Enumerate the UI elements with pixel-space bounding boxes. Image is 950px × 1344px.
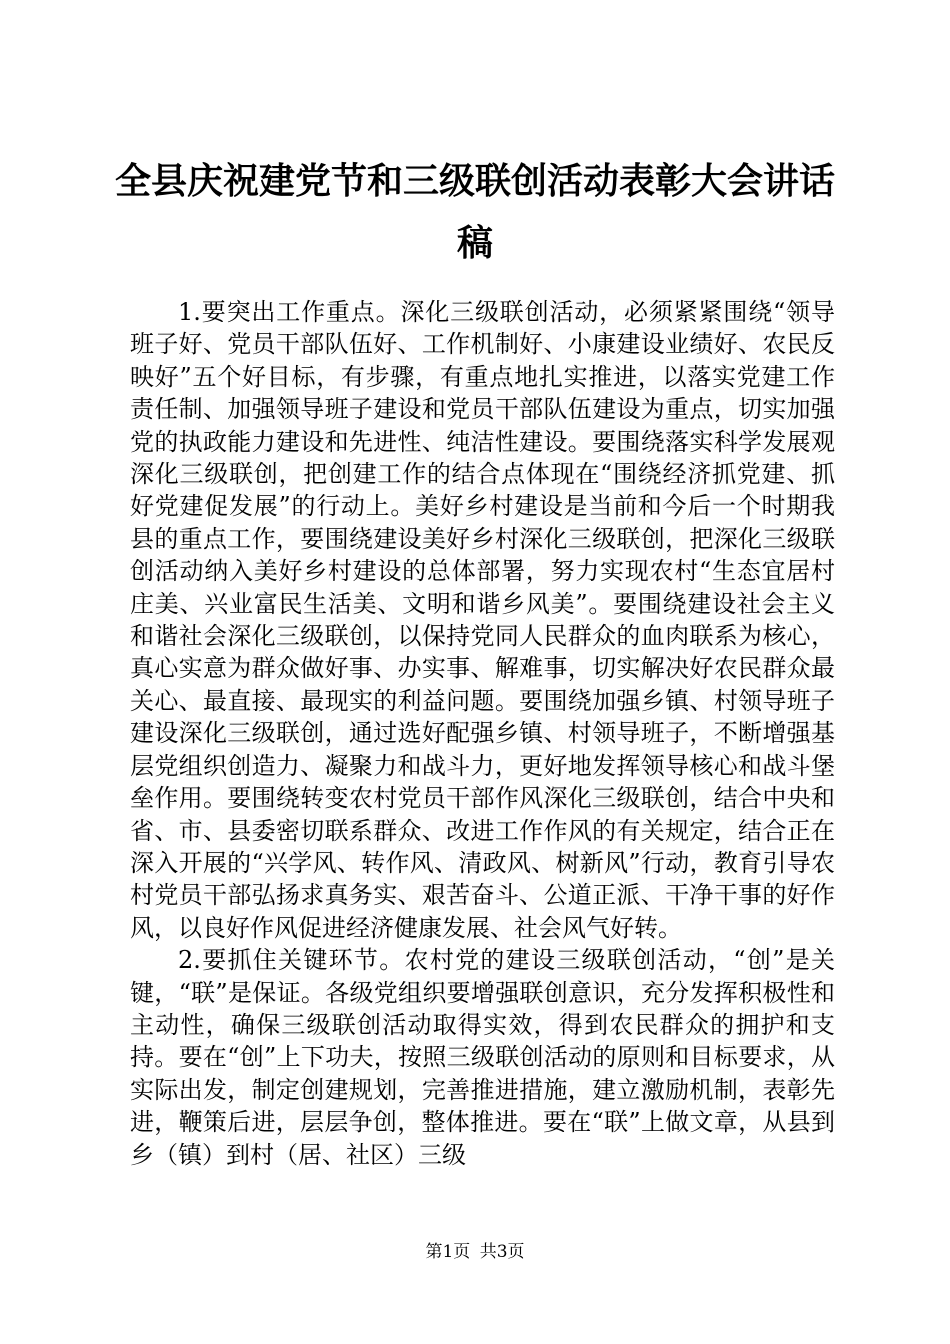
document-title: 全县庆祝建党节和三级联创活动表彰大会讲话稿 <box>114 160 835 264</box>
page-total: 共3页 <box>479 1242 525 1262</box>
paragraph-2: 2.要抓住关键环节。农村党的建设三级联创活动，“创”是关键，“联”是保证。各级党组织要增强联创意识，充分发挥积极性和主动性，确保三级联创活动取得实效，得到农民群众的拥护和支持。要在“创”上下功夫，按照三级联创活动的原则和目标要求，从实际出发，制定创建规划，完善推进措施，建立激励机制，表彰先进，鞭策后进，层层争创，整体推进。要在“联”上做文章，从县到乡（镇）到村（居、社区）三级 <box>130 946 835 1169</box>
paragraph-1: 1.要突出工作重点。深化三级联创活动，必须紧紧围绕“领导班子好、党员干部队伍好、工作机制好、小康建设业绩好、农民反映好”五个好目标，有步骤，有重点地扎实推进，以落实党建工作责任制、加强领导班子建设和党员干部队伍建设为重点，切实加强党的执政能力建设和先进性、纯洁性建设。要围绕落实科学发展观深化三级联创，把创建工作的结合点体现在“围绕经济抓党建、抓好党建促发展”的行动上。美好乡村建设是当前和今后一个时期我县的重点工作，要围绕建设美好乡村深化三级联创，把深化三级联创活动纳入美好乡村建设的总体部署，努力实现农村“生态宜居村庄美、兴业富民生活美、文明和谐乡风美”。要围绕建设社会主义和谐社会深化三级联创，以保持党同人民群众的血肉联系为核心，真心实意为群众做好事、办实事、解难事，切实解决好农民群众最关心、最直接、最现实的利益问题。要围绕加强乡镇、村领导班子建设深化三级联创，通过选好配强乡镇、村领导班子，不断增强基层党组织创造力、凝聚力和战斗力，更好地发挥领导核心和战斗堡垒作用。要围绕转变农村党员干部作风深化三级联创，结合中央和省、市、县委密切联系群众、改进工作作风的有关规定，结合正在深入开展的“兴学风、转作风、清政风、树新风”行动，教育引导农村党员干部弘扬求真务实、艰苦奋斗、公道正派、干净干事的好作风，以良好作风促进经济健康发展、社会风气好转。 <box>130 298 835 942</box>
page-number: 第1页 <box>425 1242 471 1262</box>
page-footer <box>0 1240 950 1264</box>
document-body <box>130 296 835 1171</box>
